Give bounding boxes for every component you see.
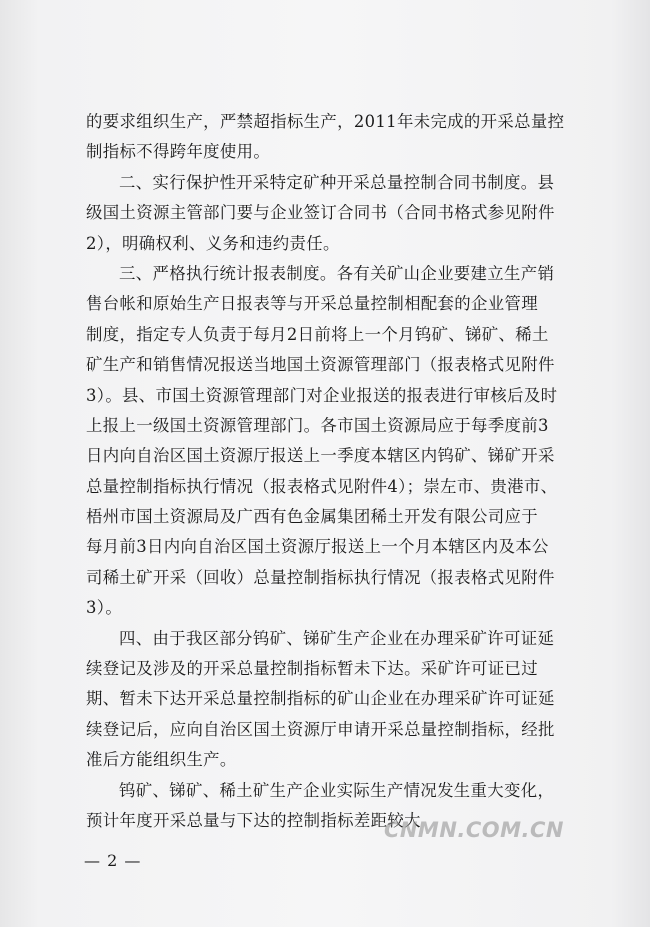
text-line: 上报上一级国土资源管理部门。各市国土资源局应于每季度前3 <box>86 415 549 435</box>
paragraph-start-line: 二、实行保护性开采特定矿种开采总量控制合同书制度。县 <box>119 172 555 192</box>
text-line: 2），明确权利、义务和违约责任。 <box>86 233 340 253</box>
text-line: 梧州市国土资源局及广西有色金属集团稀土开发有限公司应于 <box>86 507 538 527</box>
paragraph-start-line: 三、严格执行统计报表制度。各有关矿山企业要建立生产销 <box>119 263 555 283</box>
text-line: 售台帐和原始生产日报表等与开采总量控制相配套的企业管理 <box>86 294 538 314</box>
text-line: 期、暂未下达开采总量控制指标的矿山企业在办理采矿许可证延 <box>86 689 555 709</box>
text-line: 总量控制指标执行情况（报表格式见附件4）；崇左市、贵港市、 <box>86 476 558 496</box>
text-line: 每月前3日内向自治区国土资源厅报送上一个月本辖区内及本公 <box>86 537 549 557</box>
text-line: 制指标不得跨年度使用。 <box>86 142 271 162</box>
text-line: 的要求组织生产，严禁超指标生产，2011年未完成的开采总量控 <box>86 112 565 131</box>
page-number: — 2 — <box>84 851 142 870</box>
document-body <box>86 107 570 836</box>
paragraph-start-line: 四、由于我区部分钨矿、锑矿生产企业在办理采矿许可证延 <box>119 628 555 648</box>
watermark: CNMN.COM.CN <box>383 818 564 842</box>
text-line: 3）。县、市国土资源管理部门对企业报送的报表进行审核后及时 <box>86 385 558 405</box>
text-line: 级国土资源主管部门要与企业签订合同书（合同书格式参见附件 <box>86 203 555 223</box>
text-line: 续登记及涉及的开采总量控制指标暂未下达。采矿许可证已过 <box>86 659 538 679</box>
text-line: 矿生产和销售情况报送当地国土资源管理部门（报表格式见附件 <box>86 355 555 375</box>
paragraph-start-line: 钨矿、锑矿、稀土矿生产企业实际生产情况发生重大变化， <box>119 780 555 800</box>
text-line: 3）。 <box>86 598 123 618</box>
text-line: 制度，指定专人负责于每月2日前将上一个月钨矿、锑矿、稀土 <box>86 324 549 344</box>
text-line: 续登记后，应向自治区国土资源厅申请开采总量控制指标，经批 <box>86 719 555 739</box>
text-line: 准后方能组织生产。 <box>86 750 237 770</box>
text-line: 日内向自治区国土资源厅报送上一季度本辖区内钨矿、锑矿开采 <box>86 446 555 466</box>
text-line: 预计年度开采总量与下达的控制指标差距较大 <box>86 810 421 830</box>
text-line: 司稀土矿开采（回收）总量控制指标执行情况（报表格式见附件 <box>86 567 555 587</box>
